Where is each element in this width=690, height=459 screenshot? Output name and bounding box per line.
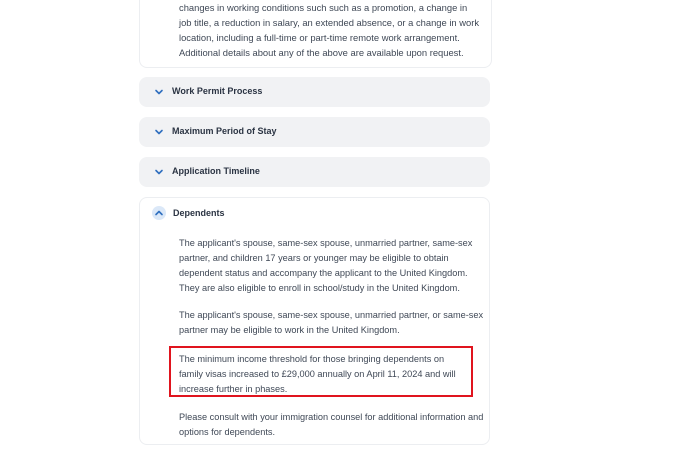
highlight-box <box>169 346 473 397</box>
previous-section-text: changes in working conditions such such as a promotion, a change in job title, a reduction in salary, an extended absence, or a change in work location, including a full-time or part-time remote work arrangement. Additional details about any of the above are available upon request. <box>179 2 480 58</box>
accordion-application-timeline[interactable] <box>139 157 490 187</box>
accordion-dependents-header[interactable] <box>140 198 489 228</box>
chevron-down-icon <box>152 85 166 99</box>
dependents-eligibility-text: The applicant's spouse, same-sex spouse, unmarried partner, same-sex partner, and children 17 years or younger may be eligible to obtain dependent status and accompany the applicant to the United Kingdom. They are also eligible to enroll in school/study in the United Kingdom. <box>179 238 473 293</box>
chevron-down-icon <box>152 125 166 139</box>
dependents-consult-text: Please consult with your immigration counsel for additional information and options for dependents. <box>179 412 484 437</box>
accordion-dependents <box>139 197 490 445</box>
chevron-down-icon <box>152 165 166 179</box>
previous-section-content <box>139 0 492 68</box>
accordion-title: Maximum Period of Stay <box>172 126 277 136</box>
accordion-work-permit-process[interactable] <box>139 77 490 107</box>
accordion-title: Work Permit Process <box>172 86 263 96</box>
accordion-maximum-period-of-stay[interactable] <box>139 117 490 147</box>
accordion-title: Application Timeline <box>172 166 260 176</box>
accordion-title: Dependents <box>173 208 225 218</box>
chevron-up-icon <box>152 206 166 220</box>
dependents-work-text: The applicant's spouse, same-sex spouse, unmarried partner, or same-sex partner may be eligible to work in the United Kingdom. <box>179 310 484 335</box>
dependents-income-threshold-text: The minimum income threshold for those bringing dependents on family visas increased to £29,000 annually on April 11, 2024 and will increase further in phases. <box>179 354 456 394</box>
